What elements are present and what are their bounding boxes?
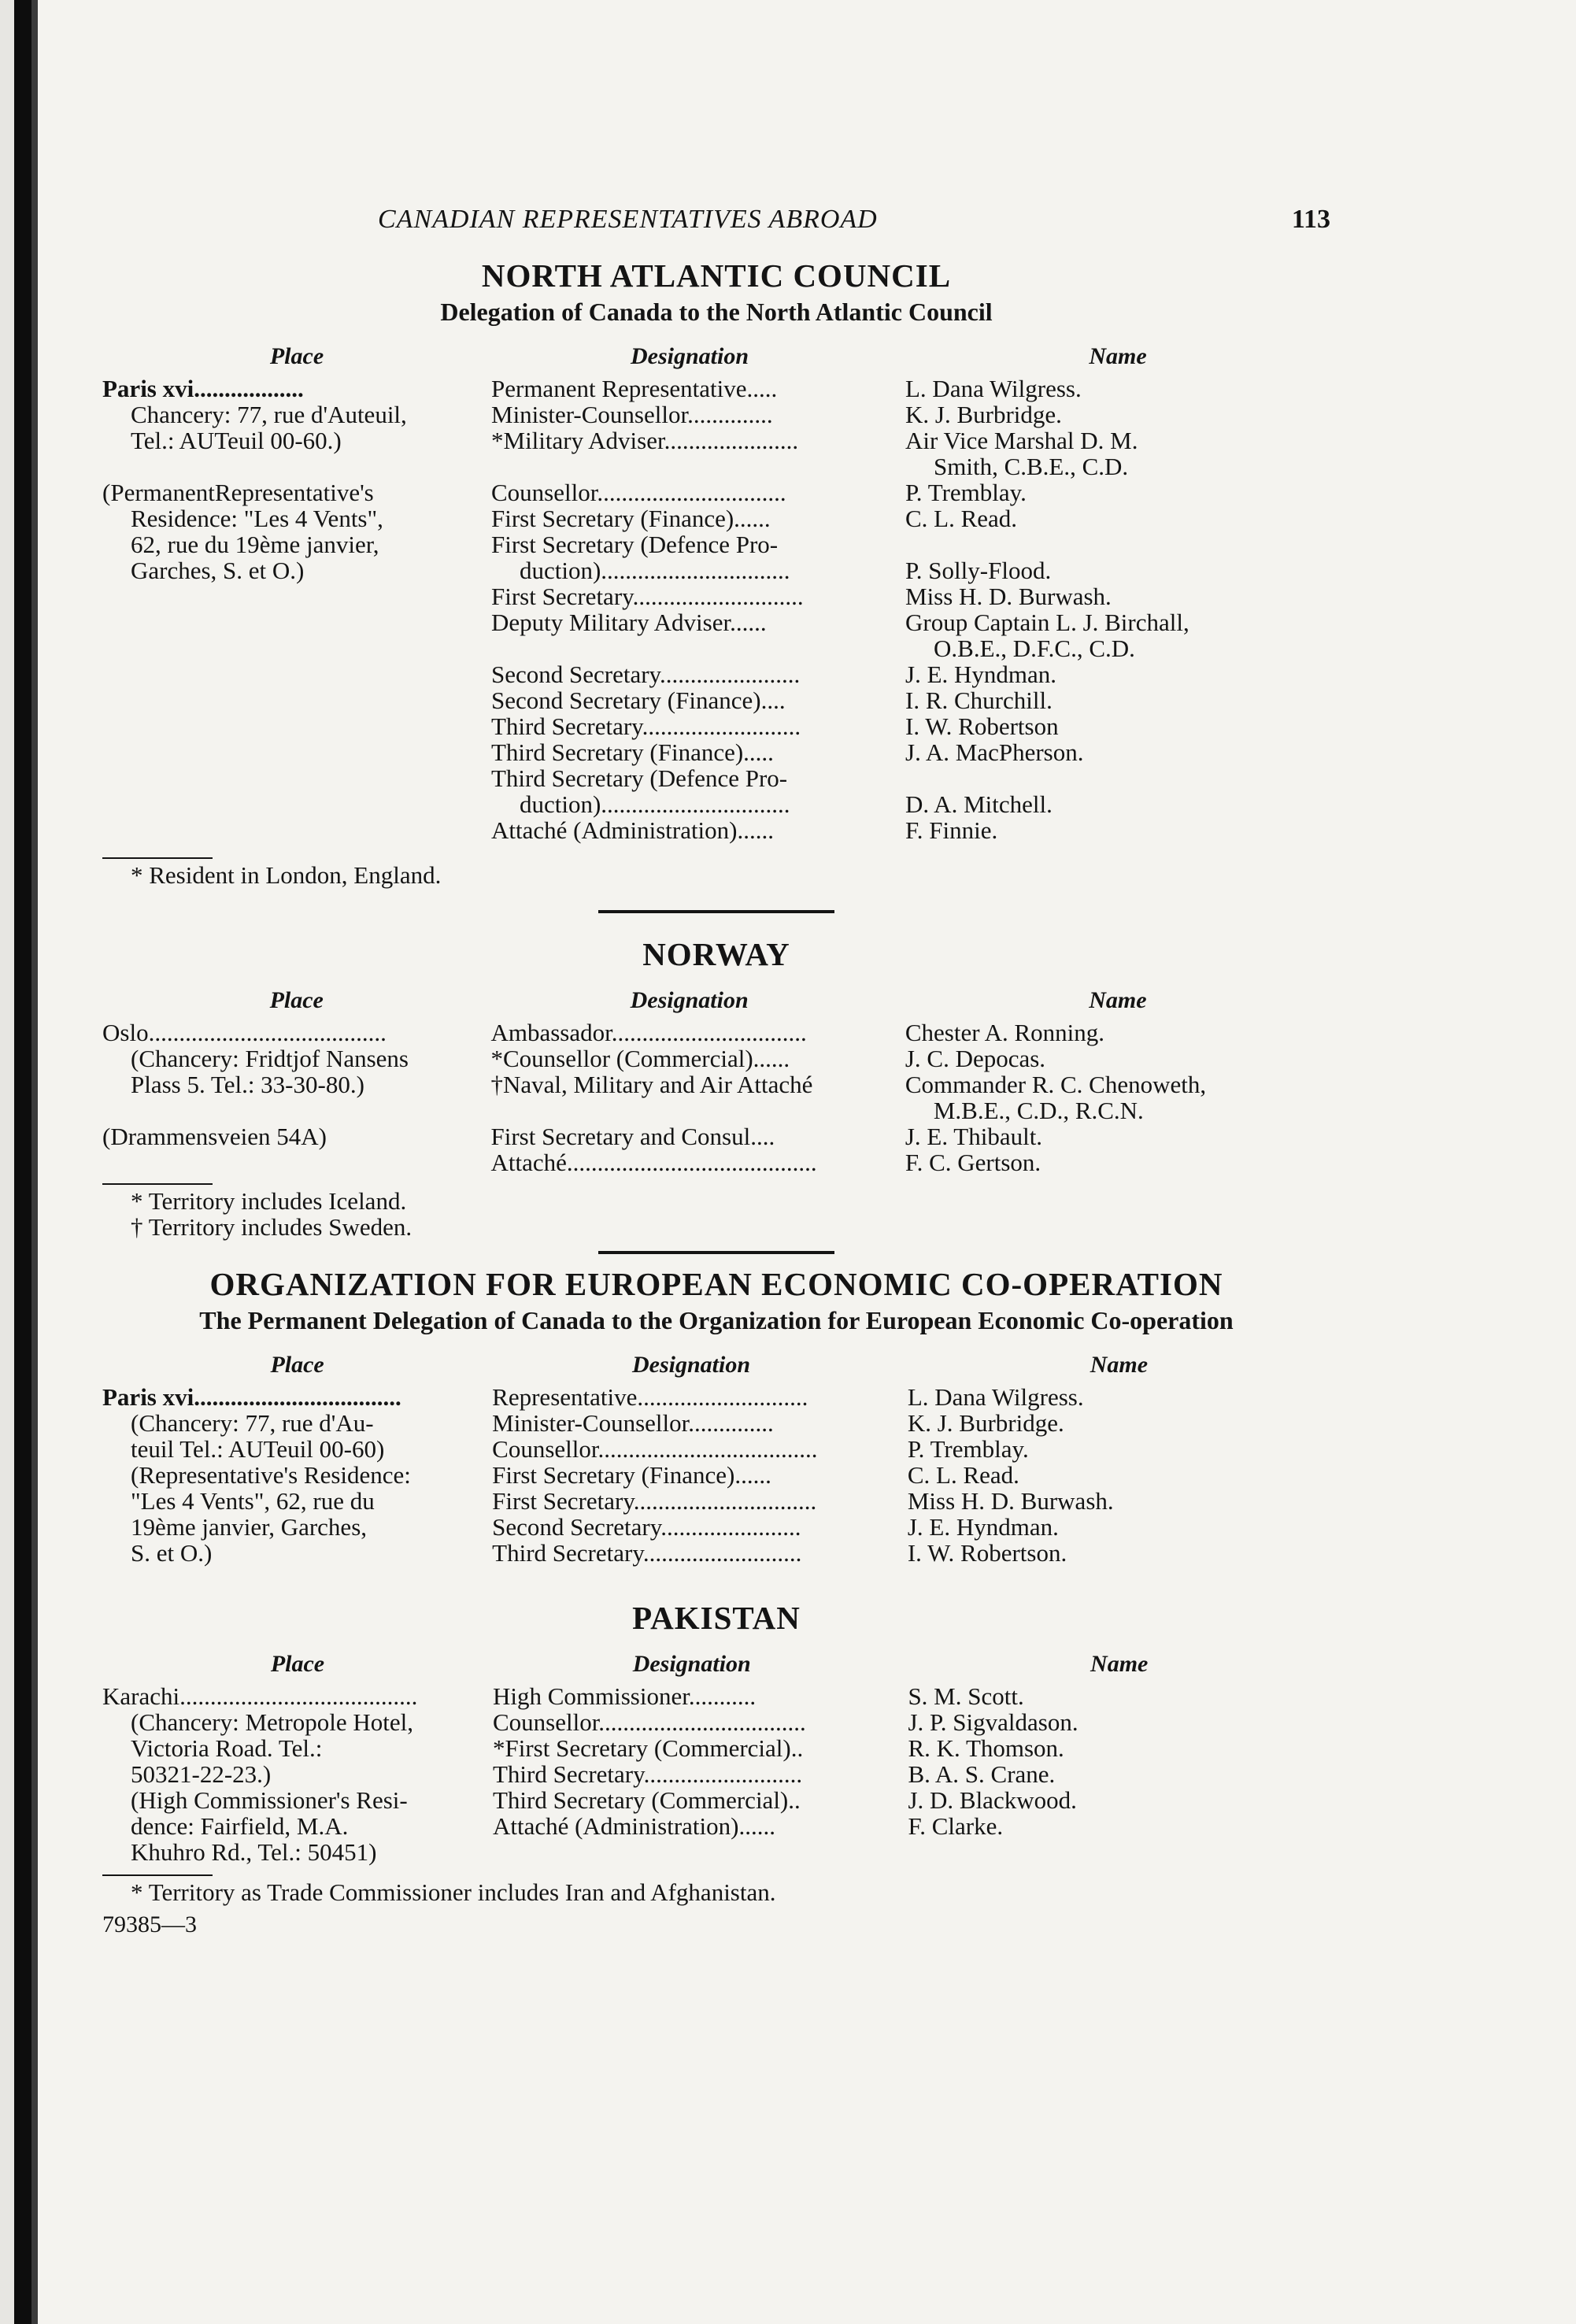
- column-header-designation: Designation: [630, 987, 749, 1013]
- document-number: 79385—3: [102, 1911, 197, 1937]
- place-address-line: (Chancery: Metropole Hotel,: [131, 1708, 413, 1736]
- person-name-continuation: O.B.E., D.F.C., C.D.: [934, 635, 1135, 662]
- person-name: S. M. Scott.: [908, 1682, 1024, 1710]
- column-header-designation: Designation: [630, 343, 749, 369]
- column-header-name: Name: [1089, 987, 1147, 1013]
- designation: Second Secretary.......................: [491, 661, 801, 688]
- column-header-name: Name: [1090, 1651, 1149, 1677]
- designation-continuation: duction)...............................: [520, 557, 790, 584]
- designation-cell: [490, 1020, 887, 1175]
- designation: Attaché.........................................: [490, 1149, 817, 1176]
- person-name: C. L. Read.: [907, 1461, 1019, 1489]
- designation: Representative............................: [492, 1383, 808, 1411]
- person-name: R. K. Thomson.: [908, 1734, 1064, 1762]
- place-address-line: Residence: "Les 4 Vents",: [131, 505, 383, 532]
- place-address-line: S. et O.): [131, 1539, 213, 1567]
- person-name: L. Dana Wilgress.: [907, 1383, 1084, 1411]
- person-name: F. Clarke.: [908, 1812, 1004, 1840]
- person-name: Air Vice Marshal D. M.: [905, 427, 1138, 454]
- document-page: [102, 205, 1330, 1938]
- name-cell: [890, 1384, 1330, 1566]
- designation-cell: [493, 1683, 890, 1865]
- place-address-line: (Drammensveien 54A): [102, 1123, 327, 1150]
- designation: Third Secretary..........................: [492, 1760, 803, 1788]
- page-number: 113: [1291, 205, 1330, 234]
- section-title: NORTH ATLANTIC COUNCIL: [481, 257, 952, 294]
- designation: Deputy Military Adviser......: [491, 609, 767, 636]
- column-header-place: Place: [270, 1352, 324, 1378]
- listing-table: [102, 1352, 1330, 1566]
- footnote: † Territory includes Sweden.: [131, 1213, 412, 1241]
- section-subtitle: Delegation of Canada to the North Atlantic Council: [440, 298, 993, 326]
- designation: Third Secretary (Defence Pro-: [491, 764, 788, 792]
- place-address-line: (Chancery: 77, rue d'Au-: [131, 1409, 374, 1437]
- section-oeec: [102, 1265, 1330, 1566]
- section-pakistan: [102, 1599, 1330, 1938]
- listing-table: [102, 343, 1330, 843]
- place-address-line: Khuhro Rd., Tel.: 50451): [131, 1838, 377, 1866]
- section-title: NORWAY: [642, 936, 790, 972]
- column-header-place: Place: [269, 987, 324, 1013]
- place-city: Paris xvi..................................: [102, 1383, 401, 1411]
- person-name: I. R. Churchill.: [905, 686, 1053, 714]
- place-cell: [102, 1020, 490, 1175]
- place-address-line: (Representative's Residence:: [131, 1461, 411, 1489]
- person-name: C. L. Read.: [905, 505, 1018, 532]
- person-name: Miss H. D. Burwash.: [905, 583, 1112, 610]
- designation: First Secretary (Defence Pro-: [491, 531, 779, 558]
- place-cell: [102, 376, 491, 843]
- place-address-line: 19ème janvier, Garches,: [131, 1513, 368, 1541]
- footnote: * Territory as Trade Commissioner includes Iran and Afghanistan.: [131, 1878, 776, 1906]
- place-cell: [102, 1683, 493, 1865]
- person-name: Commander R. C. Chenoweth,: [905, 1071, 1207, 1098]
- place-address-line: Plass 5. Tel.: 33-30-80.): [131, 1071, 364, 1098]
- person-name: I. W. Robertson: [905, 712, 1059, 740]
- person-name: J. C. Depocas.: [905, 1045, 1046, 1072]
- person-name: J. P. Sigvaldason.: [908, 1708, 1078, 1736]
- place-address-line: 50321-22-23.): [131, 1760, 272, 1788]
- place-cell: [102, 1384, 492, 1566]
- footnote-rule: [102, 857, 213, 859]
- column-header-name: Name: [1090, 1352, 1149, 1378]
- designation: Counsellor...............................: [491, 479, 786, 506]
- designation: Attaché (Administration)......: [492, 1812, 775, 1840]
- running-header: [102, 205, 1330, 252]
- place-address-line: (PermanentRepresentative's: [102, 479, 374, 506]
- designation: Minister-Counsellor..............: [491, 401, 773, 428]
- footnote-rule: [102, 1874, 213, 1876]
- designation: *Military Adviser......................: [491, 427, 799, 454]
- designation: First Secretary and Consul....: [490, 1123, 775, 1150]
- column-header-designation: Designation: [632, 1651, 751, 1677]
- place-city: Paris xvi..................: [102, 375, 304, 402]
- person-name: D. A. Mitchell.: [905, 790, 1053, 818]
- designation: *First Secretary (Commercial)..: [492, 1734, 804, 1762]
- place-address-line: Chancery: 77, rue d'Auteuil,: [131, 401, 407, 428]
- person-name: F. C. Gertson.: [905, 1149, 1041, 1176]
- footnote: * Territory includes Iceland.: [131, 1187, 407, 1215]
- person-name: P. Tremblay.: [907, 1435, 1029, 1463]
- person-name: J. E. Hyndman.: [905, 661, 1057, 688]
- designation: Third Secretary (Finance).....: [491, 738, 774, 766]
- column-header-place: Place: [269, 343, 324, 369]
- place-address-line: dence: Fairfield, M.A.: [131, 1812, 349, 1840]
- person-name: J. E. Hyndman.: [907, 1513, 1059, 1541]
- name-cell: [888, 1020, 1330, 1175]
- person-name-continuation: M.B.E., C.D., R.C.N.: [933, 1097, 1144, 1124]
- place-address-line: 62, rue du 19ème janvier,: [131, 531, 379, 558]
- designation: Counsellor....................................: [492, 1435, 818, 1463]
- book-binding-edge: [0, 0, 47, 2324]
- person-name: Group Captain L. J. Birchall,: [905, 609, 1189, 636]
- person-name: K. J. Burbridge.: [905, 401, 1062, 428]
- designation: Second Secretary (Finance)....: [491, 686, 786, 714]
- person-name: J. D. Blackwood.: [908, 1786, 1077, 1814]
- designation-cell: [492, 1384, 890, 1566]
- designation: Attaché (Administration)......: [491, 816, 774, 844]
- designation: Counsellor..................................: [492, 1708, 806, 1736]
- designation: First Secretary (Finance)......: [492, 1461, 771, 1489]
- person-name: J. A. MacPherson.: [905, 738, 1084, 766]
- designation-continuation: duction)...............................: [520, 790, 790, 818]
- column-header-designation: Designation: [631, 1352, 751, 1378]
- designation: First Secretary..............................: [492, 1487, 817, 1515]
- designation: First Secretary (Finance)......: [491, 505, 771, 532]
- section-norway: [102, 935, 1330, 1240]
- designation: Second Secretary.......................: [492, 1513, 801, 1541]
- listing-table: [102, 1651, 1330, 1865]
- column-header-name: Name: [1089, 343, 1147, 369]
- place-city: Oslo.......................................: [102, 1019, 387, 1046]
- person-name: P. Solly-Flood.: [905, 557, 1052, 584]
- footnote-rule: [102, 1183, 213, 1185]
- name-cell: [888, 376, 1330, 843]
- person-name: Miss H. D. Burwash.: [907, 1487, 1114, 1515]
- section-title: ORGANIZATION FOR EUROPEAN ECONOMIC CO-OPERATION: [209, 1266, 1223, 1302]
- column-header-row: [102, 1651, 1330, 1683]
- designation-cell: [491, 376, 888, 843]
- listing-table: [102, 987, 1330, 1175]
- designation: Third Secretary..........................: [491, 712, 801, 740]
- person-name: B. A. S. Crane.: [908, 1760, 1056, 1788]
- designation: †Naval, Military and Air Attaché: [490, 1071, 813, 1098]
- running-title: CANADIAN REPRESENTATIVES ABROAD: [378, 205, 878, 234]
- section-subtitle: The Permanent Delegation of Canada to the Organization for European Economic Co-operation: [199, 1306, 1234, 1334]
- designation: Minister-Counsellor..............: [492, 1409, 774, 1437]
- designation: First Secretary............................: [491, 583, 804, 610]
- designation: Third Secretary..........................: [492, 1539, 802, 1567]
- column-header-row: [102, 1352, 1330, 1384]
- place-address-line: (Chancery: Fridtjof Nansens: [131, 1045, 409, 1072]
- name-cell: [890, 1683, 1330, 1865]
- section-divider: [598, 1251, 834, 1254]
- person-name: J. E. Thibault.: [905, 1123, 1043, 1150]
- section-north-atlantic-council: [102, 257, 1330, 888]
- place-address-line: "Les 4 Vents", 62, rue du: [131, 1487, 375, 1515]
- column-header-row: [102, 343, 1330, 376]
- person-name-continuation: Smith, C.B.E., C.D.: [934, 453, 1129, 480]
- place-address-line: (High Commissioner's Resi-: [131, 1786, 408, 1814]
- person-name: K. J. Burbridge.: [907, 1409, 1064, 1437]
- person-name: L. Dana Wilgress.: [905, 375, 1082, 402]
- place-address-line: teuil Tel.: AUTeuil 00-60): [131, 1435, 385, 1463]
- footnote: * Resident in London, England.: [131, 861, 442, 889]
- designation: High Commissioner...........: [492, 1682, 757, 1710]
- designation: Ambassador................................: [490, 1019, 807, 1046]
- person-name: Chester A. Ronning.: [905, 1019, 1104, 1046]
- designation: Third Secretary (Commercial)..: [492, 1786, 801, 1814]
- section-divider: [598, 910, 834, 913]
- designation: Permanent Representative.....: [491, 375, 778, 402]
- place-address-line: Garches, S. et O.): [131, 557, 305, 584]
- place-city: Karachi.......................................: [102, 1682, 418, 1710]
- designation: *Counsellor (Commercial)......: [490, 1045, 790, 1072]
- place-address-line: Victoria Road. Tel.:: [131, 1734, 323, 1762]
- column-header-place: Place: [270, 1651, 325, 1677]
- section-title: PAKISTAN: [632, 1600, 801, 1636]
- person-name: P. Tremblay.: [905, 479, 1027, 506]
- person-name: I. W. Robertson.: [907, 1539, 1067, 1567]
- person-name: F. Finnie.: [905, 816, 998, 844]
- place-address-line: Tel.: AUTeuil 00-60.): [131, 427, 342, 454]
- column-header-row: [102, 987, 1330, 1020]
